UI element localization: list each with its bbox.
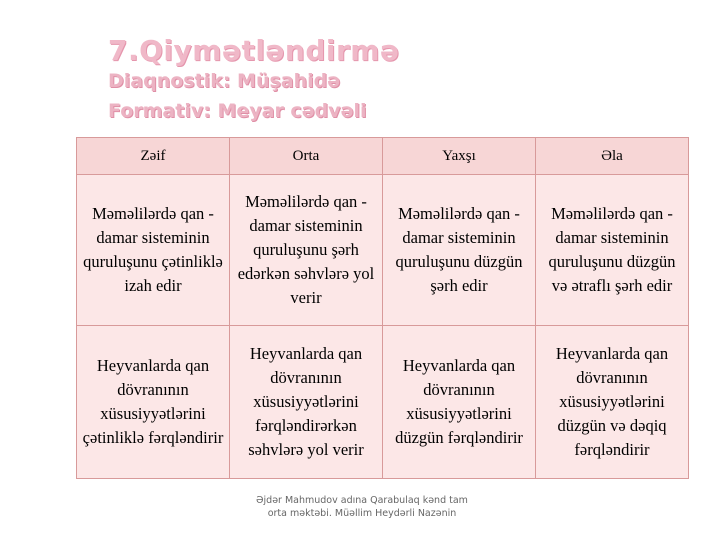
rubric-cell: Məməlilərdə qan -damar sisteminin quruluşunu düzgün və ətraflı şərh edir (536, 175, 689, 326)
rubric-row-circulatory-system (77, 175, 689, 326)
header-good: Yaxşı (383, 138, 536, 175)
rubric-cell: Heyvanlarda qan dövranının xüsusiyyətlərini düzgün və dəqiq fərqləndirir (536, 326, 689, 479)
header-average: Orta (230, 138, 383, 175)
rubric-cell: Məməlilərdə qan -damar sisteminin quruluşunu çətinliklə izah edir (77, 175, 230, 326)
rubric-cell: Məməlilərdə qan -damar sisteminin quruluşunu şərh edərkən səhvlərə yol verir (230, 175, 383, 326)
header-excellent: Əla (536, 138, 689, 175)
rubric-table (76, 137, 689, 479)
rubric-row-blood-circulation (77, 326, 689, 479)
rubric-cell: Heyvanlarda qan dövranının xüsusiyyətlərini fərqləndirərkən səhvlərə yol verir (230, 326, 383, 479)
header-weak: Zəif (77, 138, 230, 175)
footer-credit: Əjdər Mahmudov adına Qarabulaq kənd tam orta məktəbi. Müəllim Heydərli Nazənin (248, 492, 476, 522)
assessment-diagnostic: Diaqnostik: Müşahidə (108, 70, 341, 92)
assessment-formative: Formativ: Meyar cədvəli (108, 100, 367, 122)
rubric-header-row (77, 138, 689, 175)
slide-title: 7.Qiymətləndirmə (108, 34, 400, 67)
rubric-cell: Məməlilərdə qan -damar sisteminin quruluşunu düzgün şərh edir (383, 175, 536, 326)
rubric-cell: Heyvanlarda qan dövranının xüsusiyyətlərini düzgün fərqləndirir (383, 326, 536, 479)
rubric-cell: Heyvanlarda qan dövranının xüsusiyyətlərini çətinliklə fərqləndirir (77, 326, 230, 479)
